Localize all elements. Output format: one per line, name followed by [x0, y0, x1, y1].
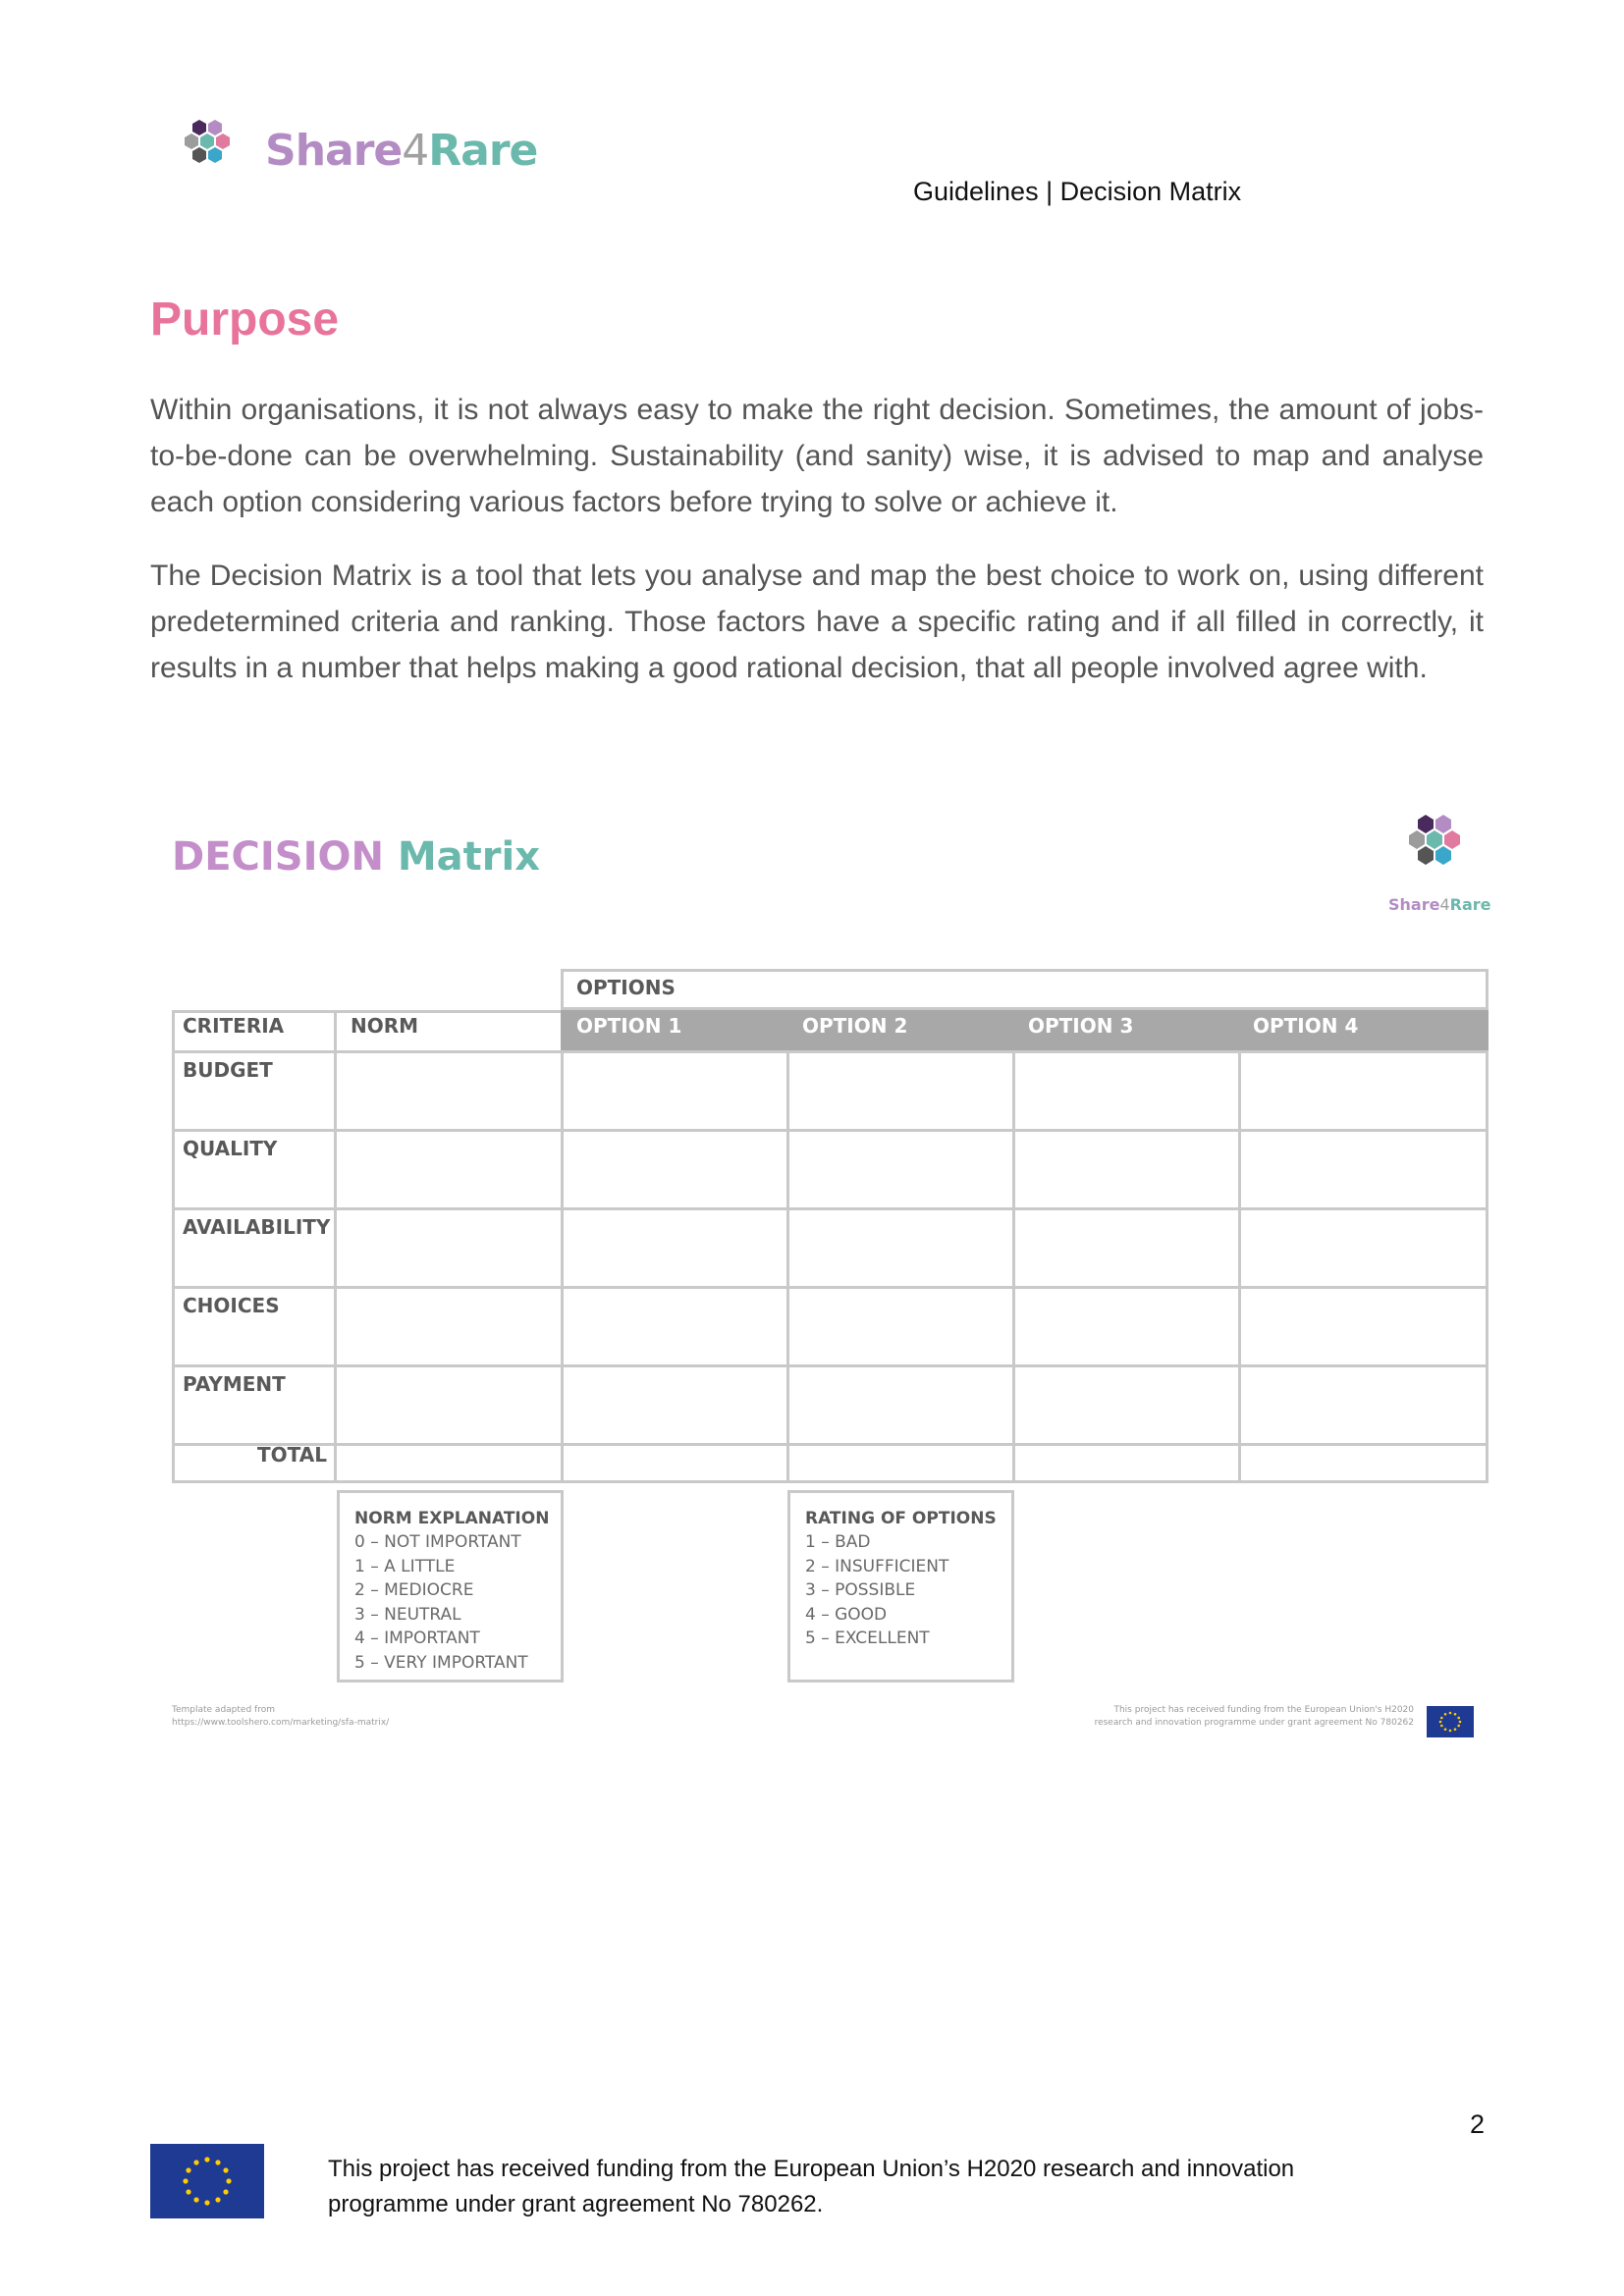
share4rare-logo-text: Share4Rare	[265, 126, 538, 176]
criteria-availability: AVAILABILITY	[183, 1215, 331, 1239]
norm-explanation-title: NORM EXPLANATION	[354, 1509, 550, 1528]
matrix-cell	[1238, 1129, 1489, 1210]
rating-item: 5 – EXCELLENT	[805, 1629, 930, 1649]
footer-funding-text	[328, 2152, 1310, 2222]
options-label-cell	[561, 969, 1489, 1010]
template-note-url: https://www.toolshero.com/marketing/sfa-matrix/	[172, 1718, 390, 1728]
matrix-cell	[561, 1364, 789, 1446]
option-2-header: OPTION 2	[802, 1014, 908, 1038]
share4rare-logo-small-text: Share4Rare	[1388, 895, 1491, 914]
rating-of-options-title: RATING OF OPTIONS	[805, 1509, 997, 1528]
template-source-note	[172, 1704, 565, 1730]
criteria-payment: PAYMENT	[183, 1372, 286, 1396]
norm-item: 1 – A LITTLE	[354, 1556, 456, 1576]
matrix-cell	[334, 1207, 564, 1289]
template-note-line: Template adapted from	[172, 1705, 275, 1715]
matrix-cell	[334, 1050, 564, 1132]
norm-item: 4 – IMPORTANT	[354, 1629, 480, 1649]
purpose-paragraph-2: The Decision Matrix is a tool that lets you analyse and map the best choice to work on, using different predetermined criteria and ranking. Those factors have a specific rating and if all filled in correctly, it results in a number that helps making a good rational decision, that all people involved agree with.	[150, 560, 1484, 684]
total-row-cell	[1238, 1443, 1489, 1483]
header-breadcrumb: Guidelines | Decision Matrix	[913, 177, 1242, 206]
matrix-funding-note	[982, 1704, 1414, 1730]
footer-funding-line-1: This project has received funding from the European Union’s H2020 research and innovation	[328, 2156, 1295, 2182]
rating-item: 1 – BAD	[805, 1532, 871, 1552]
page-number: 2	[1470, 2109, 1486, 2139]
matrix-cell	[786, 1050, 1015, 1132]
matrix-cell	[1012, 1286, 1241, 1367]
footer-funding-line-2: programme under grant agreement No 780262.	[328, 2191, 824, 2217]
criteria-budget: BUDGET	[183, 1058, 273, 1082]
matrix-cell	[1012, 1050, 1241, 1132]
matrix-cell	[334, 1364, 564, 1446]
purpose-heading: Purpose	[150, 294, 340, 346]
option-1-header: OPTION 1	[576, 1014, 682, 1038]
matrix-cell	[561, 1129, 789, 1210]
total-row-cell	[1012, 1443, 1241, 1483]
norm-item: 0 – NOT IMPORTANT	[354, 1532, 521, 1552]
share4rare-hexagon-logo-icon	[1388, 811, 1483, 893]
criteria-header: CRITERIA	[183, 1014, 285, 1038]
rating-of-options-box	[787, 1490, 1014, 1682]
rating-item: 4 – GOOD	[805, 1604, 888, 1625]
matrix-cell	[334, 1286, 564, 1367]
matrix-cell	[1012, 1129, 1241, 1210]
norm-item: 2 – MEDIOCRE	[354, 1580, 474, 1601]
decision-matrix-title: DECISION Matrix	[172, 834, 541, 880]
total-row-cell	[561, 1443, 789, 1483]
matrix-cell	[786, 1129, 1015, 1210]
rating-item: 2 – INSUFFICIENT	[805, 1556, 949, 1576]
matrix-cell	[561, 1050, 789, 1132]
matrix-funding-line: This project has received funding from the European Union's H2020	[1113, 1705, 1414, 1715]
total-row-cell	[334, 1443, 564, 1483]
matrix-cell	[1238, 1364, 1489, 1446]
eu-flag-small-icon	[1427, 1706, 1474, 1737]
norm-item: 5 – VERY IMPORTANT	[354, 1652, 528, 1673]
rating-item: 3 – POSSIBLE	[805, 1580, 916, 1601]
option-4-header: OPTION 4	[1253, 1014, 1359, 1038]
matrix-cell	[334, 1129, 564, 1210]
matrix-cell	[786, 1286, 1015, 1367]
matrix-cell	[561, 1286, 789, 1367]
purpose-paragraph-1: Within organisations, it is not always easy to make the right decision. Sometimes, the amount of jobs-to-be-done can be overwhelming. Sustainability (and sanity) wise, it is advised to map and analyse each option considering various factors before trying to solve or achieve it.	[150, 394, 1484, 518]
eu-flag-icon	[150, 2144, 264, 2218]
norm-explanation-box	[337, 1490, 564, 1682]
matrix-funding-line: research and innovation programme under grant agreement No 780262	[1094, 1718, 1414, 1728]
total-label: TOTAL	[257, 1443, 327, 1467]
matrix-cell	[786, 1207, 1015, 1289]
matrix-cell	[1238, 1207, 1489, 1289]
options-label: OPTIONS	[576, 976, 676, 999]
matrix-cell	[1238, 1286, 1489, 1367]
norm-item: 3 – NEUTRAL	[354, 1604, 461, 1625]
option-3-header: OPTION 3	[1028, 1014, 1134, 1038]
matrix-cell	[1012, 1364, 1241, 1446]
norm-header: NORM	[351, 1014, 419, 1038]
share4rare-logo-icon	[173, 116, 251, 190]
matrix-cell	[786, 1364, 1015, 1446]
total-row-cell	[786, 1443, 1015, 1483]
matrix-cell	[1238, 1050, 1489, 1132]
criteria-choices: CHOICES	[183, 1294, 280, 1317]
matrix-cell	[561, 1207, 789, 1289]
matrix-cell	[1012, 1207, 1241, 1289]
criteria-quality: QUALITY	[183, 1137, 278, 1160]
